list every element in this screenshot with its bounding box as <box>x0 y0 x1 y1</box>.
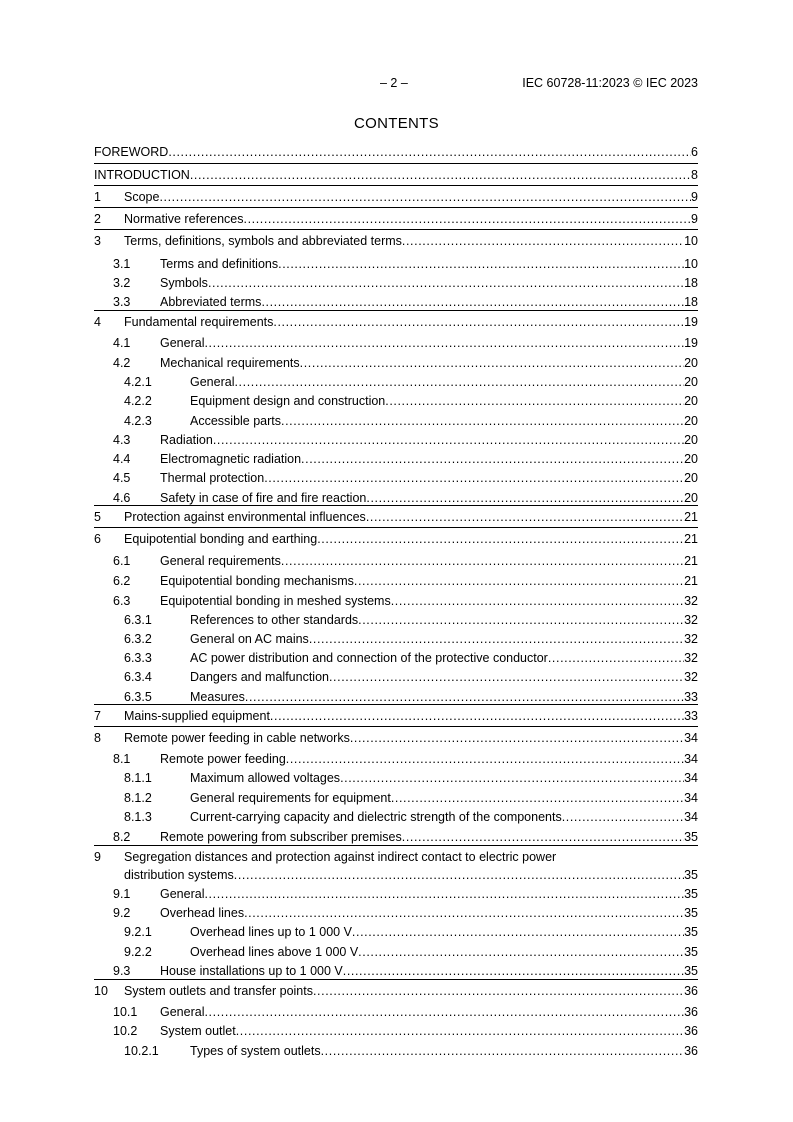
toc-separator <box>94 726 698 727</box>
dot-leader <box>286 751 684 767</box>
toc-entry-number: 4.1 <box>113 336 131 350</box>
toc-entry-title: General on AC mains <box>190 632 309 646</box>
dot-leader <box>313 983 684 999</box>
toc-entry-number: 6 <box>94 532 101 546</box>
toc-entry[interactable] <box>0 490 793 506</box>
toc-entry-number: 4.2.2 <box>124 394 152 408</box>
toc-entry[interactable] <box>0 809 793 825</box>
toc-separator <box>94 704 698 705</box>
standard-reference: IEC 60728-11:2023 © IEC 2023 <box>522 76 698 90</box>
dot-leader <box>261 294 684 310</box>
toc-entry[interactable] <box>0 355 793 371</box>
toc-entry-number: 4.2.3 <box>124 414 152 428</box>
dot-leader <box>204 1004 684 1020</box>
toc-entry-title: General <box>190 375 235 389</box>
dot-leader <box>168 144 691 160</box>
toc-entry-page: 18 <box>684 276 698 290</box>
toc-entry-page: 20 <box>684 433 698 447</box>
dot-leader <box>366 509 684 525</box>
toc-entry[interactable] <box>0 393 793 409</box>
toc-entry-title: Equipment design and construction <box>190 394 386 408</box>
toc-separator <box>94 979 698 980</box>
dot-leader <box>321 1043 684 1059</box>
toc-separator <box>94 207 698 208</box>
toc-entry[interactable] <box>0 751 793 767</box>
dot-leader <box>562 809 684 825</box>
toc-entry-title: Terms, definitions, symbols and abbreviated terms <box>124 234 402 248</box>
toc-entry-title: Abbreviated terms <box>160 295 262 309</box>
toc-entry[interactable] <box>0 849 793 882</box>
dot-leader <box>385 393 684 409</box>
toc-separator <box>94 185 698 186</box>
toc-entry[interactable] <box>0 470 793 486</box>
toc-entry-number: 6.3.2 <box>124 632 152 646</box>
toc-entry-number: 4.2.1 <box>124 375 152 389</box>
toc-entry-number: 4.2 <box>113 356 131 370</box>
toc-entry-number: 2 <box>94 212 101 226</box>
dot-leader <box>402 829 684 845</box>
dot-leader <box>329 669 684 685</box>
dot-leader <box>402 233 684 249</box>
toc-entry[interactable] <box>0 432 793 448</box>
toc-entry[interactable] <box>0 944 793 960</box>
toc-entry-page: 21 <box>684 532 698 546</box>
toc-entry-number: 4.3 <box>113 433 131 447</box>
toc-entry-page: 6 <box>691 145 698 159</box>
toc-entry-title: Equipotential bonding mechanisms <box>160 574 354 588</box>
dot-leader <box>264 470 684 486</box>
toc-entry-page: 35 <box>684 945 698 959</box>
toc-entry-number: 9.2 <box>113 906 131 920</box>
toc-entry-title: Remote powering from subscriber premises <box>160 830 402 844</box>
toc-entry[interactable] <box>0 1023 793 1039</box>
toc-entry-page: 35 <box>684 868 698 882</box>
toc-entry-title: References to other standards <box>190 613 359 627</box>
toc-entry[interactable] <box>0 167 793 183</box>
toc-entry-title: Mechanical requirements <box>160 356 300 370</box>
toc-entry-page: 36 <box>684 1024 698 1038</box>
dot-leader <box>366 490 684 506</box>
toc-entry-number: 4.5 <box>113 471 131 485</box>
toc-entry-number: 10.2.1 <box>124 1044 159 1058</box>
toc-entry[interactable] <box>0 189 793 205</box>
toc-entry[interactable] <box>0 612 793 628</box>
toc-entry-title: Fundamental requirements <box>124 315 274 329</box>
toc-entry-page: 19 <box>684 336 698 350</box>
toc-entry-page: 36 <box>684 1005 698 1019</box>
toc-separator <box>94 527 698 528</box>
toc-entry-title: System outlet <box>160 1024 236 1038</box>
dot-leader <box>234 867 684 883</box>
toc-entry-number: 6.1 <box>113 554 131 568</box>
toc-entry-title: Overhead lines <box>160 906 245 920</box>
toc-separator <box>94 310 698 311</box>
dot-leader <box>391 593 684 609</box>
toc-entry-page: 32 <box>684 594 698 608</box>
toc-entry-number: 6.3.4 <box>124 670 152 684</box>
toc-entry-page: 20 <box>684 452 698 466</box>
dot-leader <box>278 256 684 272</box>
toc-entry[interactable] <box>0 963 793 979</box>
toc-entry-title: General <box>160 1005 205 1019</box>
toc-entry-page: 32 <box>684 632 698 646</box>
toc-entry[interactable] <box>0 256 793 272</box>
dot-leader <box>350 730 684 746</box>
toc-entry-page: 33 <box>684 690 698 704</box>
toc-entry-page: 9 <box>691 212 698 226</box>
toc-entry-title: AC power distribution and connection of the protective conductor <box>190 651 548 665</box>
toc-entry[interactable] <box>0 730 793 746</box>
toc-entry-page: 35 <box>684 906 698 920</box>
toc-entry[interactable] <box>0 689 793 705</box>
toc-entry-title: Segregation distances and protection against indirect contact to electric power <box>124 850 557 864</box>
toc-separator <box>94 505 698 506</box>
toc-entry[interactable] <box>0 650 793 666</box>
toc-entry-number: 6.3.3 <box>124 651 152 665</box>
toc-entry-page: 32 <box>684 670 698 684</box>
toc-entry-page: 34 <box>684 731 698 745</box>
toc-entry-title: Maximum allowed voltages <box>190 771 341 785</box>
toc-entry-page: 21 <box>684 554 698 568</box>
toc-entry[interactable] <box>0 294 793 310</box>
dot-leader <box>343 963 684 979</box>
toc-entry[interactable] <box>0 669 793 685</box>
toc-entry-page: 21 <box>684 510 698 524</box>
toc-entry-number: 4.6 <box>113 491 131 505</box>
toc-entry-title: Equipotential bonding and earthing <box>124 532 318 546</box>
toc-entry-title: General requirements for equipment <box>190 791 391 805</box>
toc-entry-title: FOREWORD <box>94 145 169 159</box>
dot-leader <box>208 275 684 291</box>
toc-entry-title: Overhead lines up to 1 000 V <box>190 925 352 939</box>
toc-entry-title: Remote power feeding <box>160 752 286 766</box>
toc-entry-number: 3.1 <box>113 257 131 271</box>
toc-entry-title: Protection against environmental influences <box>124 510 366 524</box>
dot-leader <box>358 944 684 960</box>
toc-entry-title: Electromagnetic radiation <box>160 452 302 466</box>
toc-entry-number: 7 <box>94 709 101 723</box>
toc-entry-title: Symbols <box>160 276 208 290</box>
dot-leader <box>244 211 692 227</box>
dot-leader <box>273 314 684 330</box>
dot-leader <box>244 905 684 921</box>
toc-entry-title: General requirements <box>160 554 281 568</box>
toc-entry-page: 34 <box>684 771 698 785</box>
toc-entry-title: General <box>160 887 205 901</box>
toc-separator <box>94 845 698 846</box>
toc-entry-page: 21 <box>684 574 698 588</box>
toc-entry[interactable] <box>0 531 793 547</box>
toc-entry-page: 18 <box>684 295 698 309</box>
toc-entry-title: Normative references <box>124 212 244 226</box>
toc-entry-page: 8 <box>691 168 698 182</box>
toc-entry[interactable] <box>0 413 793 429</box>
toc-entry-page: 34 <box>684 810 698 824</box>
toc-entry[interactable] <box>0 708 793 724</box>
toc-entry-page: 19 <box>684 315 698 329</box>
toc-entry[interactable] <box>0 770 793 786</box>
page-number: – 2 – <box>380 76 408 90</box>
toc-entry[interactable] <box>0 593 793 609</box>
toc-entry-page: 35 <box>684 830 698 844</box>
toc-entry-title: System outlets and transfer points <box>124 984 313 998</box>
toc-entry-title: Types of system outlets <box>190 1044 321 1058</box>
toc-entry[interactable] <box>0 886 793 902</box>
toc-entry[interactable] <box>0 983 793 999</box>
toc-entry-number: 6.3 <box>113 594 131 608</box>
dot-leader <box>204 886 684 902</box>
dot-leader <box>358 612 684 628</box>
dot-leader <box>213 432 684 448</box>
toc-entry[interactable] <box>0 509 793 525</box>
toc-entry-page: 35 <box>684 964 698 978</box>
toc-entry-number: 5 <box>94 510 101 524</box>
toc-entry-number: 3.3 <box>113 295 131 309</box>
toc-entry[interactable] <box>0 335 793 351</box>
toc-entry-number: 10.2 <box>113 1024 138 1038</box>
toc-entry-number: 10 <box>94 984 108 998</box>
toc-entry-title: Dangers and malfunction <box>190 670 329 684</box>
dot-leader <box>159 189 691 205</box>
toc-entry[interactable] <box>0 144 793 160</box>
toc-entry-number: 8 <box>94 731 101 745</box>
toc-entry-title: Terms and definitions <box>160 257 279 271</box>
toc-entry[interactable] <box>0 905 793 921</box>
toc-entry[interactable] <box>0 275 793 291</box>
toc-entry-page: 9 <box>691 190 698 204</box>
toc-entry-title: Remote power feeding in cable networks <box>124 731 350 745</box>
dot-leader <box>548 650 684 666</box>
toc-entry[interactable] <box>0 233 793 249</box>
dot-leader <box>352 924 684 940</box>
toc-entry[interactable] <box>0 790 793 806</box>
toc-entry-title: Overhead lines above 1 000 V <box>190 945 359 959</box>
dot-leader <box>300 355 684 371</box>
toc-entry[interactable] <box>0 631 793 647</box>
toc-entry-page: 20 <box>684 491 698 505</box>
toc-entry-page: 20 <box>684 414 698 428</box>
toc-entry-page: 20 <box>684 356 698 370</box>
toc-entry-number: 9.3 <box>113 964 131 978</box>
toc-entry-page: 36 <box>684 984 698 998</box>
toc-entry-number: 9 <box>94 850 101 864</box>
toc-entry-page: 20 <box>684 375 698 389</box>
toc-entry[interactable] <box>0 573 793 589</box>
dot-leader <box>301 451 684 467</box>
dot-leader <box>234 374 684 390</box>
toc-entry[interactable] <box>0 451 793 467</box>
dot-leader <box>354 573 684 589</box>
toc-entry[interactable] <box>0 314 793 330</box>
toc-entry-number: 9.2.2 <box>124 945 152 959</box>
toc-entry-title: Thermal protection <box>160 471 265 485</box>
dot-leader <box>204 335 684 351</box>
toc-entry-title-continued: distribution systems <box>124 868 234 882</box>
toc-entry-title: Safety in case of fire and fire reaction <box>160 491 367 505</box>
toc-entry-page: 10 <box>684 257 698 271</box>
page-title: CONTENTS <box>354 115 439 132</box>
toc-entry-page: 35 <box>684 925 698 939</box>
dot-leader <box>281 553 684 569</box>
dot-leader <box>317 531 684 547</box>
toc-entry-number: 8.1.3 <box>124 810 152 824</box>
dot-leader <box>309 631 684 647</box>
toc-entry-number: 4 <box>94 315 101 329</box>
toc-entry[interactable] <box>0 553 793 569</box>
toc-entry-number: 3 <box>94 234 101 248</box>
toc-entry-number: 6.2 <box>113 574 131 588</box>
toc-entry-page: 33 <box>684 709 698 723</box>
toc-entry-number: 8.1.1 <box>124 771 152 785</box>
toc-entry-page: 32 <box>684 613 698 627</box>
toc-entry-title: Scope <box>124 190 160 204</box>
toc-entry-title: General <box>160 336 205 350</box>
toc-entry-page: 34 <box>684 791 698 805</box>
dot-leader <box>236 1023 684 1039</box>
toc-entry[interactable] <box>0 924 793 940</box>
toc-entry-page: 36 <box>684 1044 698 1058</box>
toc-entry-title: Measures <box>190 690 245 704</box>
toc-entry-title: INTRODUCTION <box>94 168 190 182</box>
dot-leader <box>245 689 684 705</box>
dot-leader <box>391 790 684 806</box>
toc-entry-number: 6.3.5 <box>124 690 152 704</box>
toc-entry-title: Equipotential bonding in meshed systems <box>160 594 391 608</box>
toc-entry-page: 20 <box>684 471 698 485</box>
toc-entry-number: 10.1 <box>113 1005 138 1019</box>
toc-separator <box>94 163 698 164</box>
toc-entry[interactable] <box>0 211 793 227</box>
toc-entry-title: Current-carrying capacity and dielectric strength of the components <box>190 810 562 824</box>
dot-leader <box>190 167 691 183</box>
toc-entry-title: House installations up to 1 000 V <box>160 964 343 978</box>
toc-entry-title: Radiation <box>160 433 213 447</box>
toc-entry-number: 9.1 <box>113 887 131 901</box>
toc-entry-page: 20 <box>684 394 698 408</box>
toc-entry-page: 34 <box>684 752 698 766</box>
dot-leader <box>340 770 684 786</box>
toc-entry-number: 4.4 <box>113 452 131 466</box>
toc-entry-page: 32 <box>684 651 698 665</box>
dot-leader <box>270 708 684 724</box>
toc-entry[interactable] <box>0 374 793 390</box>
toc-entry-title: Mains-supplied equipment <box>124 709 270 723</box>
toc-separator <box>94 229 698 230</box>
dot-leader <box>281 413 684 429</box>
toc-entry-number: 9.2.1 <box>124 925 152 939</box>
toc-entry-title: Accessible parts <box>190 414 282 428</box>
toc-entry[interactable] <box>0 829 793 845</box>
toc-entry-number: 8.2 <box>113 830 131 844</box>
toc-entry-number: 1 <box>94 190 101 204</box>
toc-entry-page: 35 <box>684 887 698 901</box>
toc-entry-page: 10 <box>684 234 698 248</box>
toc-entry-number: 3.2 <box>113 276 131 290</box>
toc-entry[interactable] <box>0 1004 793 1020</box>
toc-entry-number: 6.3.1 <box>124 613 152 627</box>
toc-entry-number: 8.1 <box>113 752 131 766</box>
toc-entry-number: 8.1.2 <box>124 791 152 805</box>
toc-entry[interactable] <box>0 1043 793 1059</box>
